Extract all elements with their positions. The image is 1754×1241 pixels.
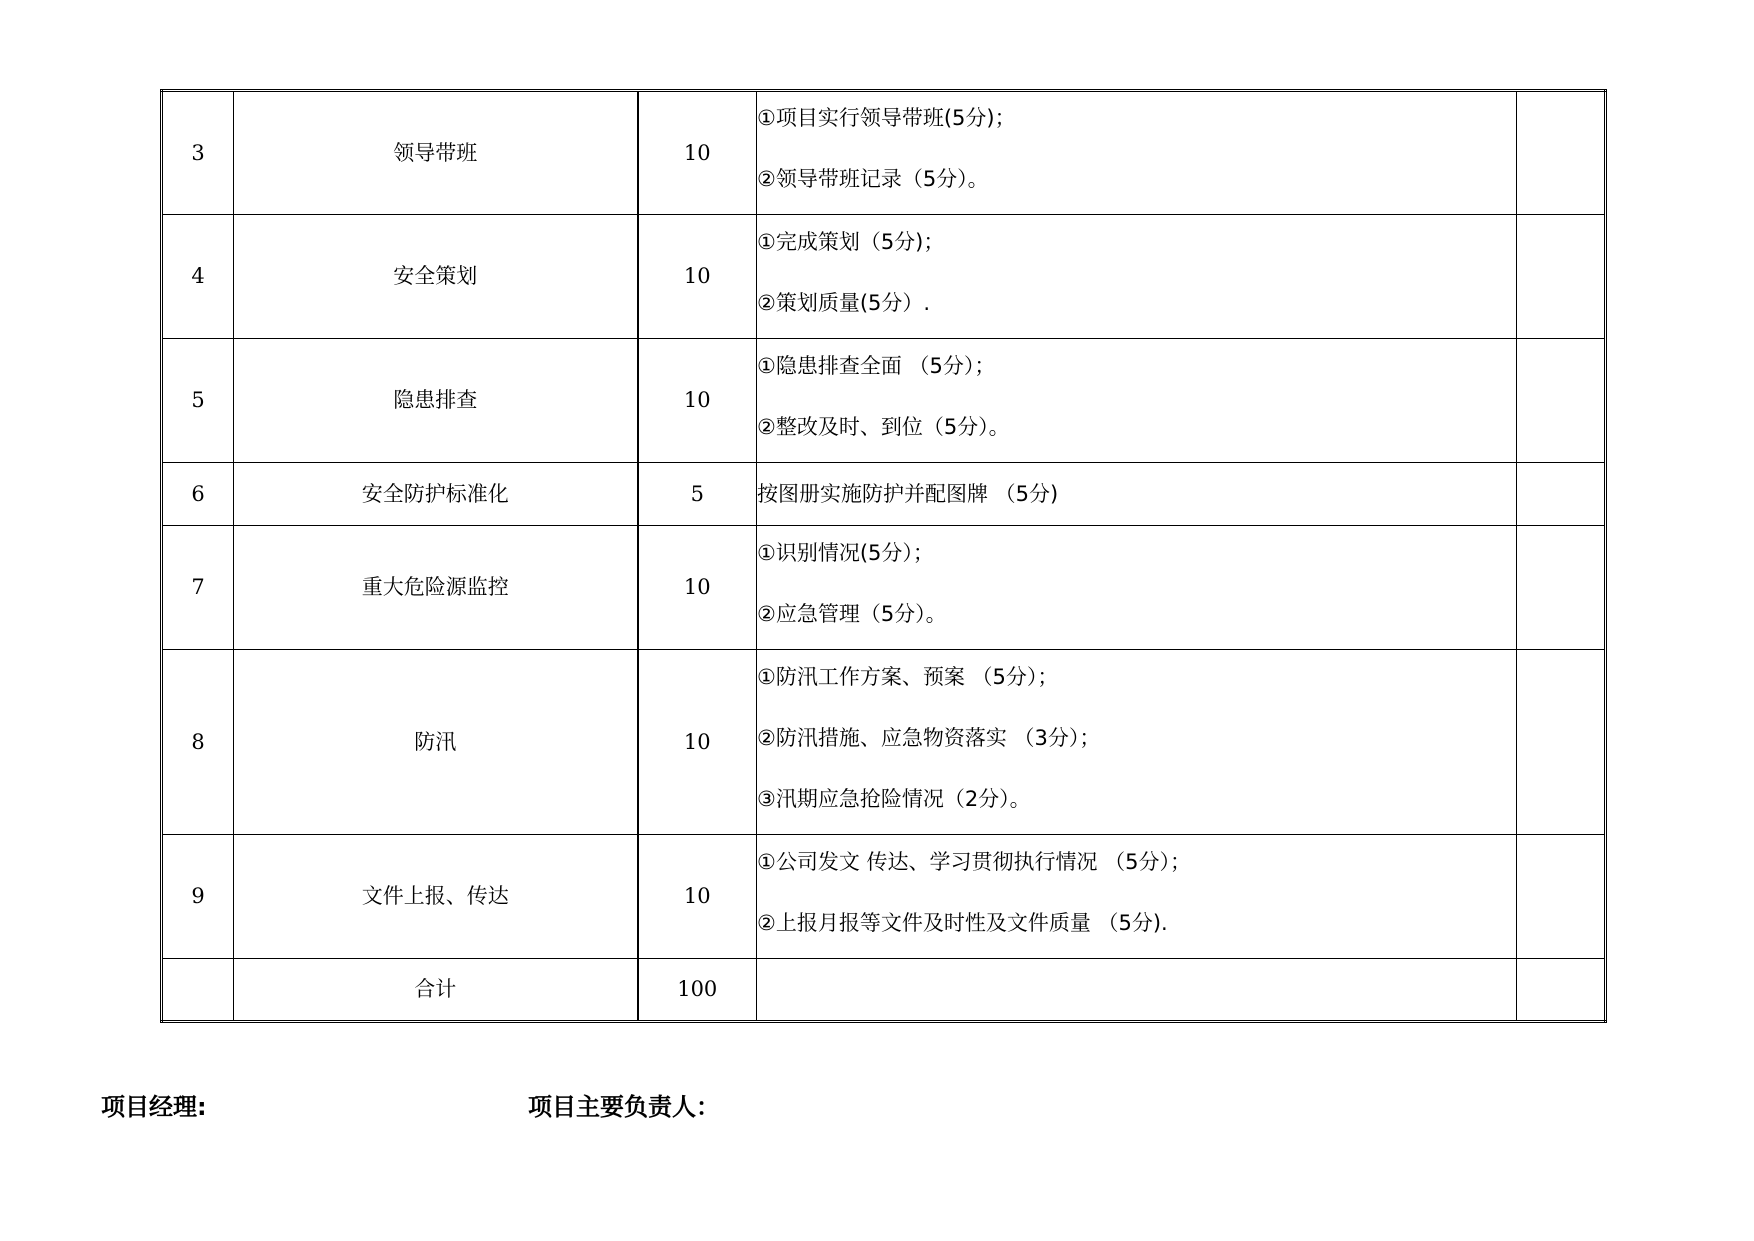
blank-cell — [1517, 959, 1606, 1022]
criteria-line: ②应急管理（5分）。 — [757, 601, 947, 626]
item-score: 5 — [638, 463, 757, 526]
criteria-line: ①公司发文 传达、学习贯彻执行情况 （5分）； — [757, 849, 1192, 874]
table-row — [162, 835, 1606, 959]
table-row — [162, 463, 1606, 526]
table-row — [162, 339, 1606, 463]
table-row — [162, 215, 1606, 339]
criteria-line: ①识别情况(5分）； — [757, 540, 934, 565]
item-score: 10 — [638, 835, 757, 959]
item-name: 文件上报、传达 — [234, 835, 638, 959]
blank-cell — [162, 959, 234, 1022]
criteria-cell — [757, 650, 1517, 835]
table-row — [162, 526, 1606, 650]
item-name: 防汛 — [234, 650, 638, 835]
blank-cell — [1517, 91, 1606, 215]
criteria-cell — [757, 463, 1517, 526]
row-number: 8 — [162, 650, 234, 835]
blank-cell — [1517, 835, 1606, 959]
row-number: 6 — [162, 463, 234, 526]
item-score: 10 — [638, 526, 757, 650]
criteria-line: ①项目实行领导带班(5分)； — [757, 106, 1016, 130]
item-name: 领导带班 — [234, 91, 638, 215]
criteria-cell — [757, 526, 1517, 650]
total-row — [162, 959, 1606, 1022]
criteria-line: ①完成策划（5分)； — [757, 229, 945, 254]
criteria-cell — [757, 835, 1517, 959]
row-number: 7 — [162, 526, 234, 650]
item-name: 重大危险源监控 — [234, 526, 638, 650]
criteria-line: ②整改及时、到位（5分）。 — [757, 414, 1010, 439]
row-number: 9 — [162, 835, 234, 959]
row-number: 5 — [162, 339, 234, 463]
evaluation-table — [160, 89, 1607, 1023]
criteria-line: ①防汛工作方案、预案 （5分）； — [757, 664, 1059, 689]
table-row — [162, 650, 1606, 835]
total-label: 合计 — [234, 959, 638, 1022]
criteria-line: ②防汛措施、应急物资落实 （3分）； — [757, 725, 1101, 750]
row-number: 3 — [162, 91, 234, 215]
item-score: 10 — [638, 339, 757, 463]
blank-cell — [757, 959, 1517, 1022]
project-lead-signature-label: 项目主要负责人： — [528, 1093, 720, 1121]
row-number: 4 — [162, 215, 234, 339]
blank-cell — [1517, 526, 1606, 650]
criteria-line: ②上报月报等文件及时性及文件质量 （5分). — [757, 910, 1168, 935]
criteria-line: ②领导带班记录（5分）。 — [757, 167, 989, 191]
project-manager-signature-label: 项目经理: — [101, 1093, 207, 1121]
total-score: 100 — [638, 959, 757, 1022]
item-name: 隐患排查 — [234, 339, 638, 463]
criteria-line: ①隐患排查全面 （5分）； — [757, 353, 996, 378]
criteria-cell — [757, 215, 1517, 339]
blank-cell — [1517, 339, 1606, 463]
blank-cell — [1517, 215, 1606, 339]
item-score: 10 — [638, 215, 757, 339]
criteria-line: ②策划质量(5分）. — [757, 290, 931, 315]
criteria-line: ③汛期应急抢险情况（2分）。 — [757, 786, 1031, 811]
item-score: 10 — [638, 650, 757, 835]
blank-cell — [1517, 650, 1606, 835]
criteria-line: 按图册实施防护并配图牌 （5分) — [757, 482, 1059, 506]
item-score: 10 — [638, 91, 757, 215]
blank-cell — [1517, 463, 1606, 526]
criteria-cell — [757, 91, 1517, 215]
item-name: 安全防护标准化 — [234, 463, 638, 526]
item-name: 安全策划 — [234, 215, 638, 339]
table-row — [162, 91, 1606, 215]
criteria-cell — [757, 339, 1517, 463]
